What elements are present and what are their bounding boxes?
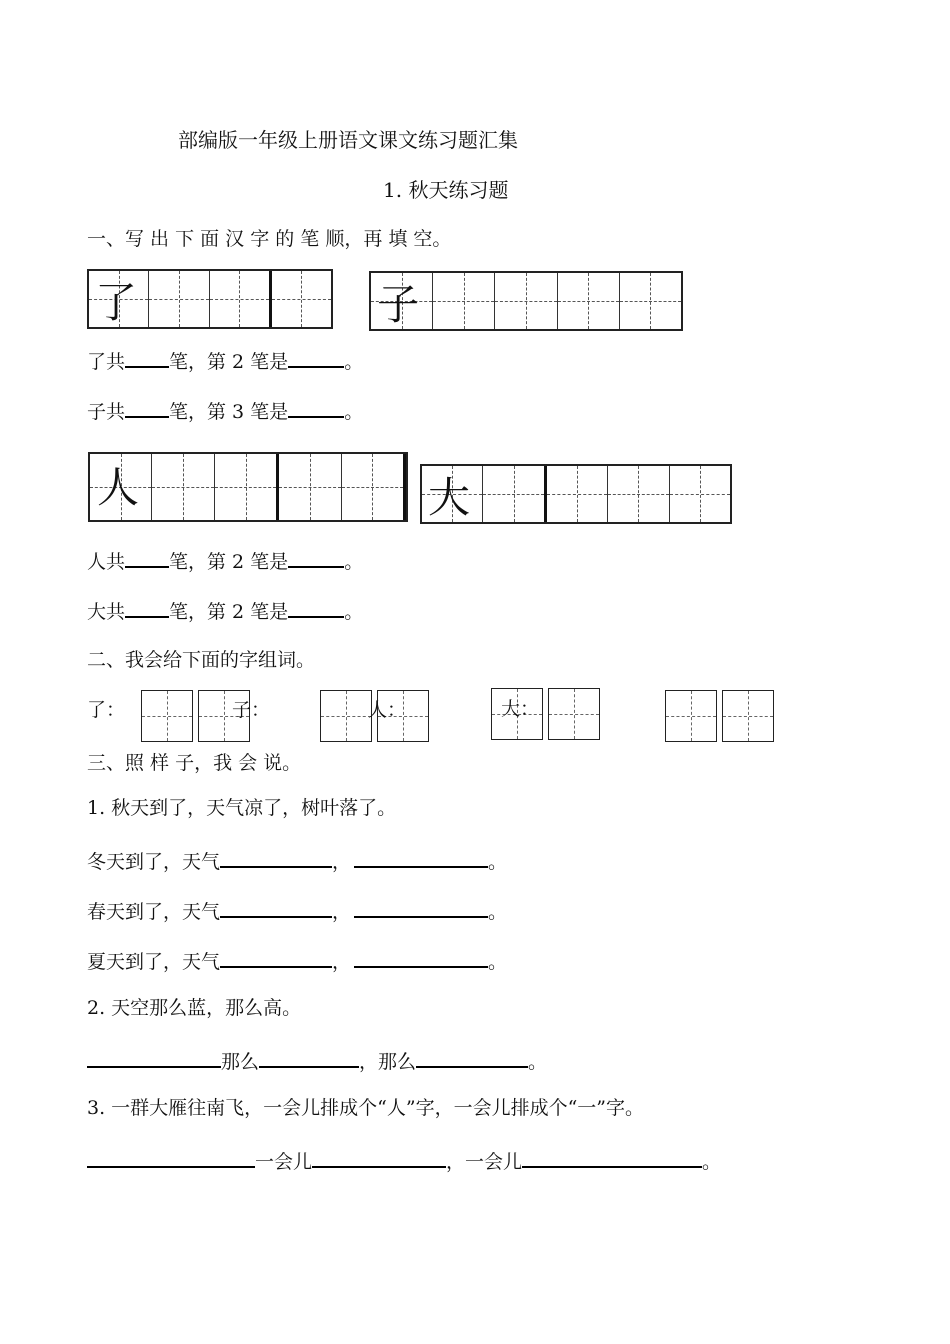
answer-blank[interactable]: [416, 1048, 528, 1068]
example-sentence-1: 1. 秋天到了，天气凉了，树叶落了。: [87, 797, 397, 819]
line-name-me: [87, 1048, 547, 1074]
answer-blank[interactable]: [354, 948, 488, 968]
q-text: 。: [344, 551, 364, 573]
line-spring: [87, 898, 507, 924]
label-zi: 子：: [232, 699, 271, 721]
tianzi-box[interactable]: [548, 688, 600, 740]
answer-blank[interactable]: [87, 1048, 221, 1068]
answer-blank[interactable]: [220, 898, 332, 918]
tianzi-box[interactable]: [722, 690, 774, 742]
grid-cell: [215, 454, 279, 520]
label-ren: 人：: [368, 699, 407, 721]
q-text: 夏天到了，天气: [87, 951, 221, 973]
question-ren: [87, 548, 363, 574]
grid-cell: [495, 273, 557, 329]
q-text: 人共: [87, 551, 126, 573]
doc-title: 部编版一年级上册语文课文练习题汇集: [178, 128, 518, 152]
grid-cell: [433, 273, 495, 329]
answer-blank[interactable]: [522, 1148, 702, 1168]
q-text: 子共: [87, 401, 126, 423]
grid-cell: [483, 466, 546, 522]
q-text: 。: [488, 851, 508, 873]
q-text: 。: [528, 1051, 548, 1073]
model-char-zi: 子: [377, 280, 420, 329]
q-text: ，: [332, 951, 352, 973]
q-text: ，那么: [359, 1051, 417, 1073]
example-sentence-2: 2. 天空那么蓝，那么高。: [87, 997, 302, 1019]
grid-cell: [149, 271, 209, 327]
answer-blank[interactable]: [125, 348, 169, 368]
question-zi: [87, 398, 363, 424]
q-text: 。: [344, 351, 364, 373]
q-text: 。: [702, 1151, 722, 1173]
grid-cell: [342, 454, 406, 520]
grid-cell: [272, 271, 331, 327]
q-text: 冬天到了，天气: [87, 851, 221, 873]
grid-cell: [210, 271, 272, 327]
grid-cell: [547, 466, 608, 522]
answer-blank[interactable]: [288, 598, 344, 618]
q-text: 大共: [87, 601, 126, 623]
answer-blank[interactable]: [288, 548, 344, 568]
answer-blank[interactable]: [125, 548, 169, 568]
lesson-title: 1. 秋天练习题: [383, 178, 509, 202]
answer-blank[interactable]: [288, 398, 344, 418]
answer-blank[interactable]: [220, 848, 332, 868]
line-winter: [87, 848, 507, 874]
label-liao: 了：: [87, 699, 126, 721]
model-char-da: 大: [428, 473, 471, 522]
label-da: 大：: [501, 698, 540, 720]
grid-cell: [279, 454, 341, 520]
answer-blank[interactable]: [354, 848, 488, 868]
q-text: 笔，第 2 笔是: [169, 551, 289, 573]
q-text: 。: [344, 401, 364, 423]
grid-cell: [620, 273, 681, 329]
grid-cell: [152, 454, 214, 520]
tianzi-box[interactable]: [665, 690, 717, 742]
q-text: 笔，第 2 笔是: [169, 351, 289, 373]
q-text: 。: [488, 901, 508, 923]
q-text: 笔，第 3 笔是: [169, 401, 289, 423]
q-text: 。: [488, 951, 508, 973]
q-text: ，: [332, 901, 352, 923]
answer-blank[interactable]: [220, 948, 332, 968]
line-summer: [87, 948, 507, 974]
question-da: [87, 598, 363, 624]
answer-blank[interactable]: [125, 398, 169, 418]
model-char-ren: 人: [97, 463, 140, 512]
line-yihuier: [87, 1148, 721, 1174]
tianzi-box[interactable]: [320, 690, 372, 742]
grid-cell: [608, 466, 669, 522]
answer-blank[interactable]: [354, 898, 488, 918]
answer-blank[interactable]: [125, 598, 169, 618]
q-text: ，一会儿: [446, 1151, 523, 1173]
q-text: 那么: [221, 1051, 260, 1073]
q-text: 春天到了，天气: [87, 901, 221, 923]
grid-cell: [670, 466, 730, 522]
q-text: 笔，第 2 笔是: [169, 601, 289, 623]
answer-blank[interactable]: [288, 348, 344, 368]
tianzi-box[interactable]: [141, 690, 193, 742]
section2-heading: 二、我会给下面的字组词。: [87, 649, 316, 671]
example-sentence-3: 3. 一群大雁往南飞，一会儿排成个“人”字，一会儿排成个“一”字。: [87, 1097, 645, 1119]
answer-blank[interactable]: [312, 1148, 446, 1168]
question-liao: [87, 348, 363, 374]
section1-heading: 一、写 出 下 面 汉 字 的 笔 顺，再 填 空。: [87, 228, 452, 250]
q-text: 一会儿: [255, 1151, 313, 1173]
q-text: 。: [344, 601, 364, 623]
section3-heading: 三、照 样 子，我 会 说。: [87, 752, 302, 774]
model-char-liao: 了: [95, 278, 138, 327]
grid-cell: [558, 273, 620, 329]
q-text: 了共: [87, 351, 126, 373]
answer-blank[interactable]: [259, 1048, 359, 1068]
q-text: ，: [332, 851, 352, 873]
answer-blank[interactable]: [87, 1148, 255, 1168]
